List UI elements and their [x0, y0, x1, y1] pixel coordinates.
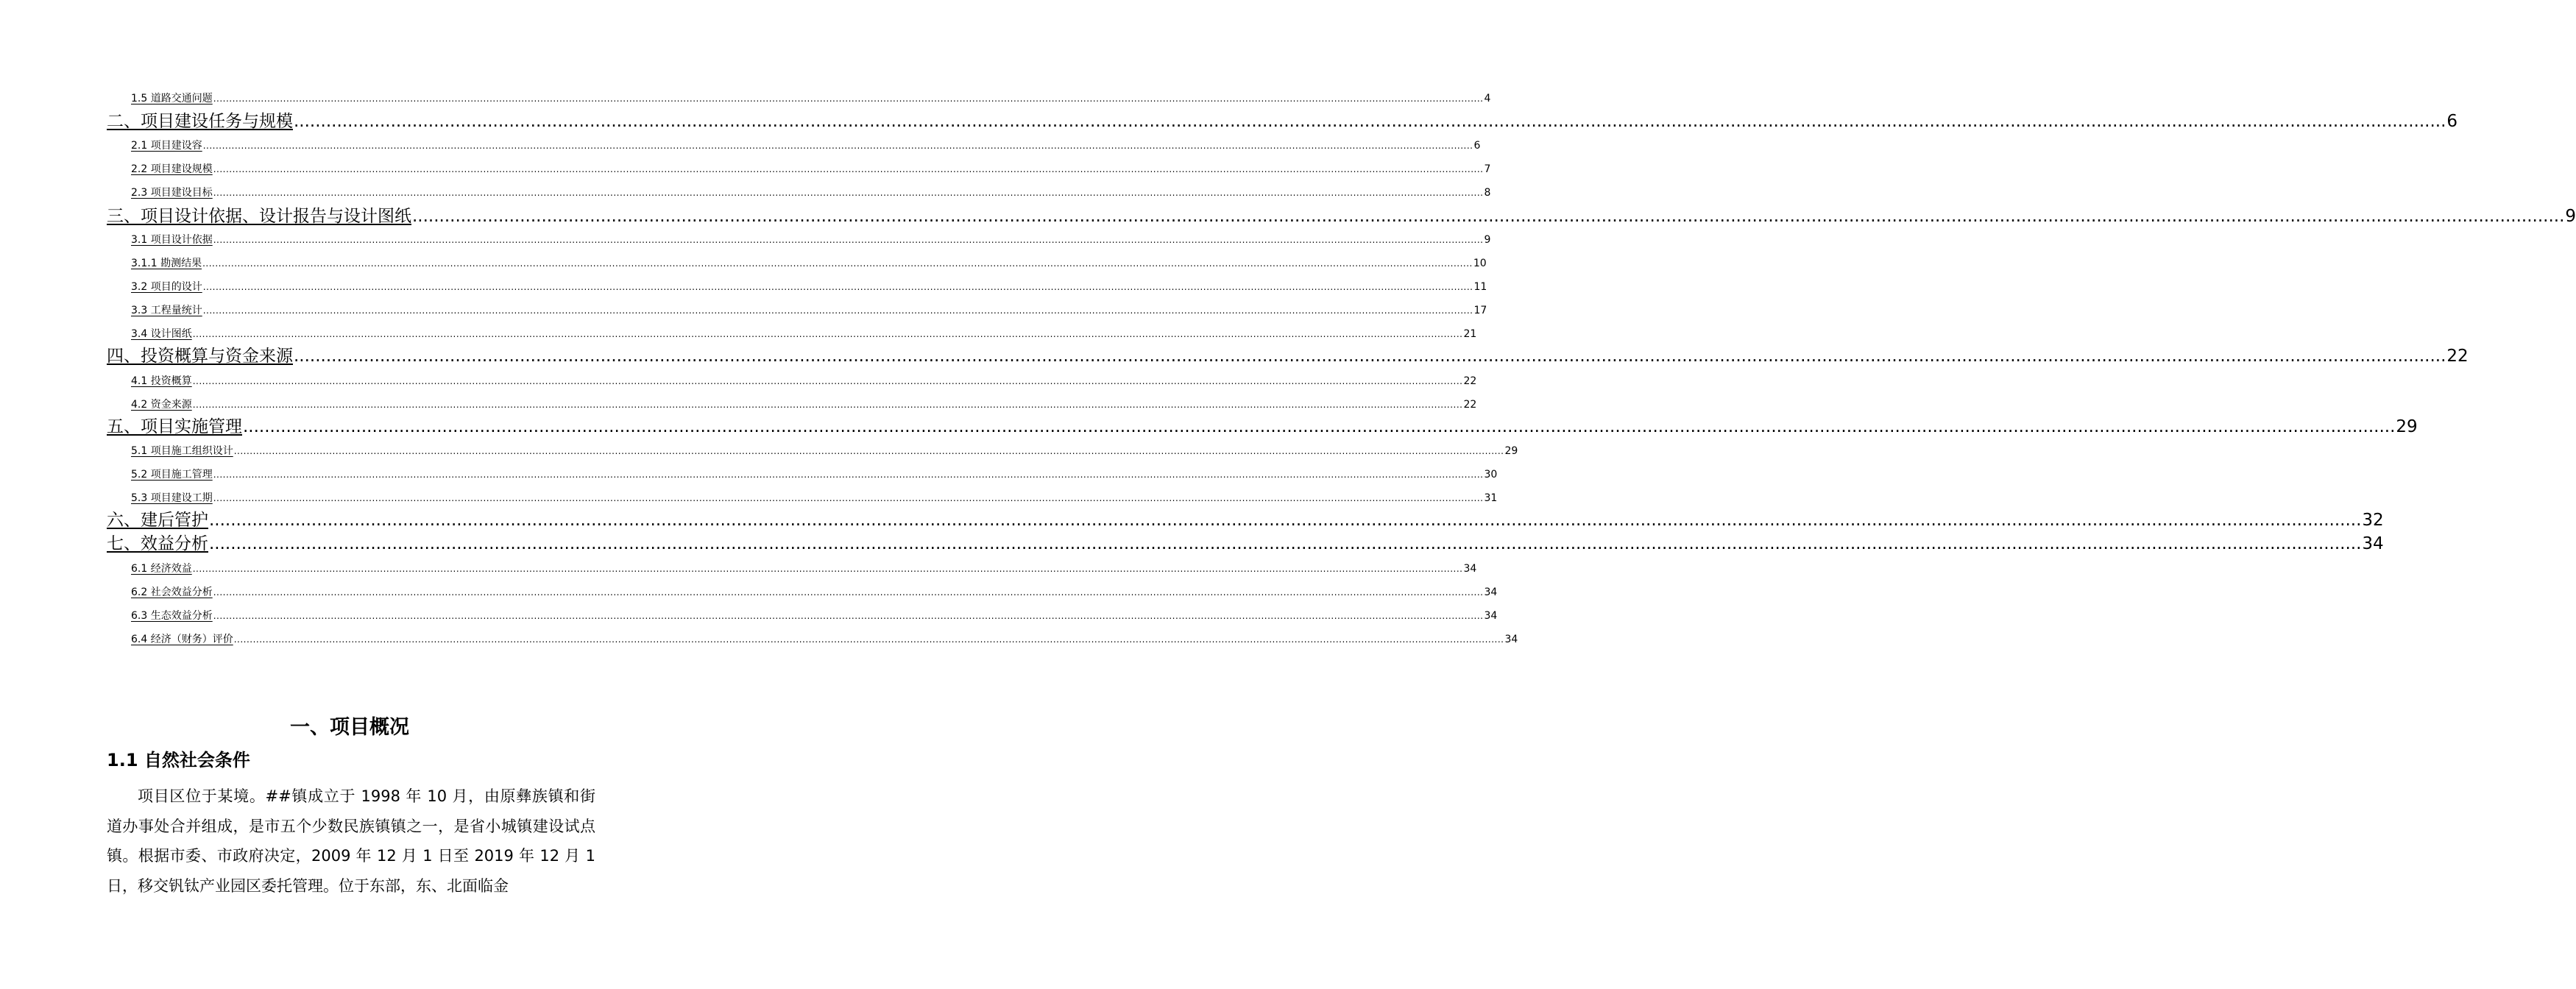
toc-entry-label[interactable]: 5.3 项目建设工期	[131, 492, 213, 504]
toc-chapter-entry[interactable]	[107, 509, 2384, 531]
toc-page-number: 8	[1484, 187, 1491, 199]
body-paragraph: 项目区位于某境。##镇成立于 1998 年 10 月，由原彝族镇和街道办事处合并组成，是市五个少数民族镇镇之一，是省小城镇建设试点镇。根据市委、市政府决定，2009 年 12 月 1 日至 2019 年 12 月 1 日，移交钒钛产业园区委托管理。位于东部，东、北面临金	[107, 787, 595, 895]
toc-dot-leader: ................................................................................................................................................................................................................................................................................................................................................................................................................	[192, 376, 1463, 386]
toc-dot-leader: ................................................................................................................................................................................................................................................................................................................................................................................................................	[192, 564, 1463, 574]
toc-chapter-entry[interactable]	[107, 533, 2384, 555]
toc-section-entry[interactable]	[131, 609, 1498, 623]
toc-section-entry[interactable]	[131, 492, 1498, 505]
toc-page-number: 9	[1484, 234, 1491, 246]
toc-page-number: 9	[2565, 207, 2576, 226]
toc-entry-label[interactable]: 3.4 设计图纸	[131, 328, 192, 340]
toc-page-number: 34	[1484, 586, 1498, 598]
toc-chapter-entry[interactable]	[107, 110, 2458, 132]
toc-section-entry[interactable]	[131, 375, 1477, 388]
toc-entry-label[interactable]: 5.2 项目施工管理	[131, 469, 213, 481]
toc-dot-leader: ................................................................................................................................................................................................................................................................................................................................................................................................................	[294, 112, 2446, 131]
toc-dot-leader: ................................................................................................................................................................................................................................................................................................................................................................................................................	[202, 258, 1473, 269]
toc-page-number: 11	[1473, 281, 1487, 293]
toc-dot-leader: ................................................................................................................................................................................................................................................................................................................................................................................................................	[213, 611, 1484, 621]
toc-section-entry[interactable]	[131, 186, 1491, 199]
toc-dot-leader: ................................................................................................................................................................................................................................................................................................................................................................................................................	[213, 235, 1484, 245]
toc-entry-label[interactable]: 2.3 项目建设目标	[131, 187, 213, 199]
toc-entry-label[interactable]: 3.3 工程量统计	[131, 305, 202, 316]
toc-dot-leader: ................................................................................................................................................................................................................................................................................................................................................................................................................	[213, 93, 1484, 104]
toc-dot-leader: ................................................................................................................................................................................................................................................................................................................................................................................................................	[202, 141, 1473, 151]
toc-section-entry[interactable]	[131, 139, 1481, 152]
toc-entry-label[interactable]: 五、项目实施管理	[107, 417, 242, 436]
toc-page-number: 34	[1504, 634, 1518, 645]
toc-entry-label[interactable]: 6.2 社会效益分析	[131, 586, 213, 598]
toc-dot-leader: ................................................................................................................................................................................................................................................................................................................................................................................................................	[209, 534, 2362, 553]
toc-section-entry[interactable]	[131, 633, 1518, 646]
toc-entry-label[interactable]: 3.1.1 勘测结果	[131, 258, 202, 269]
toc-entry-label[interactable]: 3.2 项目的设计	[131, 281, 202, 293]
toc-page-number: 31	[1484, 492, 1498, 504]
toc-page-number: 22	[1463, 375, 1477, 387]
toc-section-entry[interactable]	[131, 257, 1487, 270]
toc-entry-label[interactable]: 2.2 项目建设规模	[131, 163, 213, 175]
toc-section-entry[interactable]	[131, 327, 1477, 341]
toc-page-number: 32	[2362, 511, 2384, 530]
toc-page-number: 34	[1463, 563, 1477, 575]
toc-entry-label[interactable]: 5.1 项目施工组织设计	[131, 445, 233, 457]
toc-page-number: 6	[1473, 140, 1481, 152]
toc-dot-leader: ................................................................................................................................................................................................................................................................................................................................................................................................................	[202, 282, 1473, 292]
toc-dot-leader: ................................................................................................................................................................................................................................................................................................................................................................................................................	[192, 400, 1463, 410]
toc-section-entry[interactable]	[131, 562, 1477, 575]
toc-page-number: 21	[1463, 328, 1477, 340]
toc-dot-leader: ................................................................................................................................................................................................................................................................................................................................................................................................................	[213, 469, 1484, 480]
toc-section-entry[interactable]	[131, 92, 1491, 105]
toc-dot-leader: ................................................................................................................................................................................................................................................................................................................................................................................................................	[213, 493, 1484, 503]
toc-section-entry[interactable]	[131, 468, 1498, 481]
toc-dot-leader: ................................................................................................................................................................................................................................................................................................................................................................................................................	[192, 329, 1463, 339]
toc-entry-label[interactable]: 6.1 经济效益	[131, 563, 192, 575]
chapter-heading: 一、项目概况	[290, 716, 409, 739]
toc-dot-leader: ................................................................................................................................................................................................................................................................................................................................................................................................................	[294, 347, 2446, 366]
toc-chapter-entry[interactable]	[107, 345, 2469, 367]
toc-page-number: 30	[1484, 469, 1498, 481]
toc-chapter-entry[interactable]	[107, 205, 2576, 227]
toc-entry-label[interactable]: 2.1 项目建设容	[131, 140, 202, 152]
toc-dot-leader: ................................................................................................................................................................................................................................................................................................................................................................................................................	[213, 164, 1484, 174]
toc-section-entry[interactable]	[131, 280, 1487, 294]
section-heading: 1.1 自然社会条件	[107, 750, 250, 770]
toc-page-number: 4	[1484, 93, 1491, 104]
toc-dot-leader: ................................................................................................................................................................................................................................................................................................................................................................................................................	[233, 446, 1504, 456]
toc-dot-leader: ................................................................................................................................................................................................................................................................................................................................................................................................................	[243, 417, 2396, 436]
toc-section-entry[interactable]	[131, 586, 1498, 599]
toc-entry-label[interactable]: 二、项目建设任务与规模	[107, 112, 293, 131]
toc-entry-label[interactable]: 6.4 经济（财务）评价	[131, 634, 233, 645]
toc-dot-leader: ................................................................................................................................................................................................................................................................................................................................................................................................................	[233, 634, 1504, 645]
toc-entry-label[interactable]: 4.1 投资概算	[131, 375, 192, 387]
toc-page-number: 29	[2396, 417, 2418, 436]
toc-page-number: 34	[2362, 534, 2384, 553]
toc-dot-leader: ................................................................................................................................................................................................................................................................................................................................................................................................................	[213, 188, 1484, 198]
toc-page-number: 22	[1463, 399, 1477, 411]
toc-entry-label[interactable]: 6.3 生态效益分析	[131, 610, 213, 622]
toc-entry-label[interactable]: 七、效益分析	[107, 534, 208, 553]
toc-section-entry[interactable]	[131, 444, 1518, 458]
toc-chapter-entry[interactable]	[107, 416, 2418, 438]
toc-entry-label[interactable]: 3.1 项目设计依据	[131, 234, 213, 246]
toc-dot-leader: ................................................................................................................................................................................................................................................................................................................................................................................................................	[209, 511, 2362, 530]
toc-section-entry[interactable]	[131, 233, 1491, 247]
toc-dot-leader: ................................................................................................................................................................................................................................................................................................................................................................................................................	[202, 305, 1473, 316]
toc-page-number: 34	[1484, 610, 1498, 622]
toc-entry-label[interactable]: 三、项目设计依据、设计报告与设计图纸	[107, 207, 411, 226]
toc-entry-label[interactable]: 六、建后管护	[107, 511, 208, 530]
toc-page-number: 22	[2446, 347, 2469, 366]
toc-section-entry[interactable]	[131, 398, 1477, 411]
toc-section-entry[interactable]	[131, 163, 1491, 176]
toc-dot-leader: ................................................................................................................................................................................................................................................................................................................................................................................................................	[412, 207, 2565, 226]
toc-entry-label[interactable]: 1.5 道路交通问题	[131, 93, 213, 104]
toc-page-number: 10	[1473, 258, 1487, 269]
toc-entry-label[interactable]: 四、投资概算与资金来源	[107, 347, 293, 366]
toc-page-number: 29	[1504, 445, 1518, 457]
toc-entry-label[interactable]: 4.2 资金来源	[131, 399, 192, 411]
toc-page-number: 17	[1473, 305, 1487, 316]
toc-section-entry[interactable]	[131, 304, 1487, 317]
toc-page-number: 6	[2446, 112, 2458, 131]
toc-page-number: 7	[1484, 163, 1491, 175]
toc-dot-leader: ................................................................................................................................................................................................................................................................................................................................................................................................................	[213, 587, 1484, 598]
